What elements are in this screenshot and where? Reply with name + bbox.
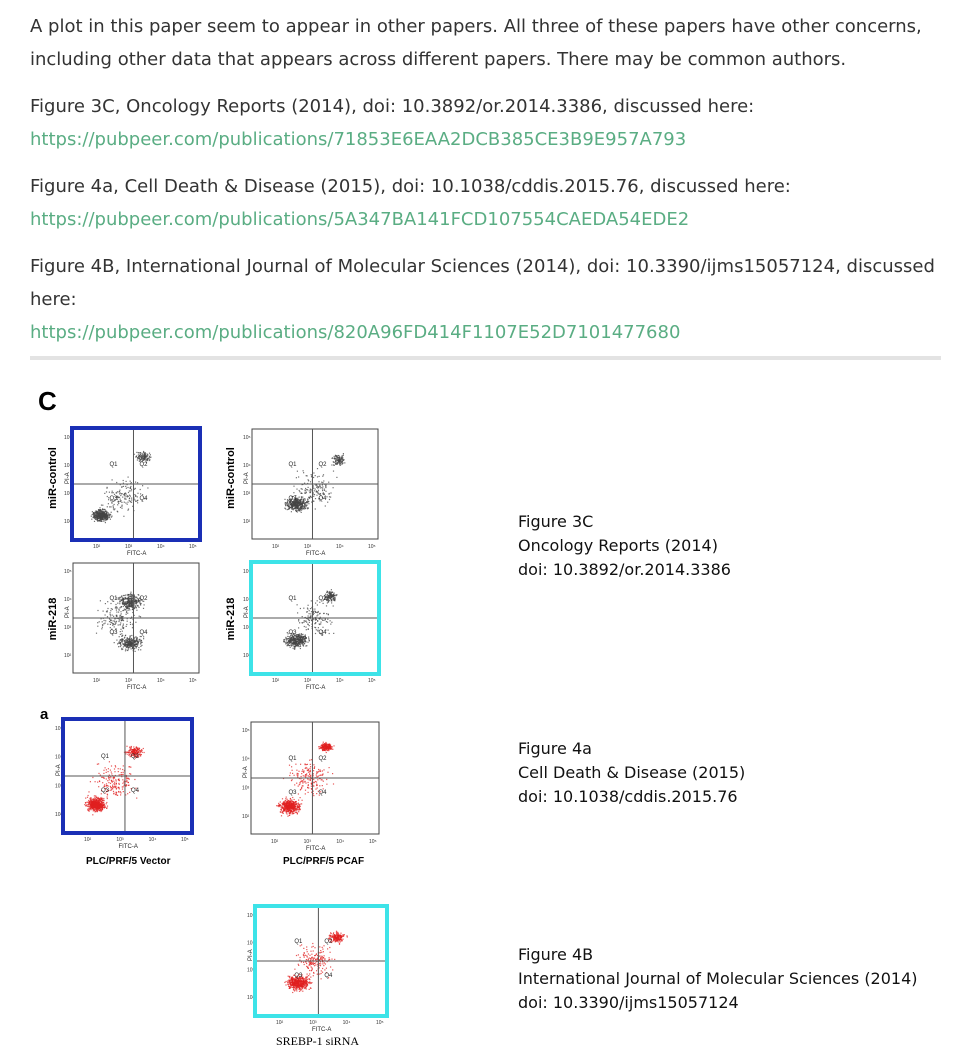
- y-tick-label: 10⁵: [64, 435, 72, 441]
- y-tick-label: 10²: [242, 814, 250, 820]
- quadrant-label: Q2: [318, 596, 327, 602]
- quadrant-label: Q3: [109, 496, 118, 502]
- y-tick-label: 10⁴: [242, 756, 250, 763]
- x-tick-label: 10⁵: [368, 544, 376, 550]
- y-tick-label: 10⁴: [55, 754, 63, 761]
- y-axis-label: PI-A: [65, 606, 71, 618]
- quadrant-label: Q4: [324, 973, 333, 979]
- x-tick-label: 10³: [309, 1020, 317, 1026]
- panel-letter-c: C: [38, 386, 57, 416]
- x-tick-label: 10²: [93, 678, 101, 684]
- y-tick-label: 10³: [247, 967, 255, 974]
- quadrant-label: Q4: [318, 630, 327, 636]
- x-tick-label: 10⁴: [157, 678, 165, 684]
- y-tick-label: 10⁴: [64, 597, 72, 603]
- y-tick-label: 10⁵: [243, 569, 251, 575]
- x-axis-label: FITC-A: [127, 551, 147, 557]
- quadrant-label: Q3: [100, 788, 109, 794]
- caption-fig4b-journal: International Journal of Molecular Sciences (2014): [518, 969, 918, 988]
- y-tick-label: 10³: [243, 625, 251, 631]
- quadrant-label: Q1: [288, 596, 297, 602]
- quadrant-label: Q1: [288, 756, 297, 762]
- quadrant-label: Q3: [288, 630, 297, 636]
- caption-fig4a-journal: Cell Death & Disease (2015): [518, 763, 746, 782]
- quadrant-label: Q4: [139, 496, 148, 502]
- x-tick-label: 10⁴: [336, 544, 344, 550]
- x-tick-label: 10²: [272, 544, 280, 550]
- intro-text: A plot in this paper seem to appear in other papers. All three of these papers have other concerns, including other data that appears across different papers. There may be common authors.: [30, 16, 922, 70]
- y-tick-label: 10²: [243, 519, 251, 525]
- y-tick-label: 10³: [55, 783, 63, 790]
- quadrant-label: Q2: [139, 462, 148, 468]
- y-tick-label: 10²: [64, 653, 72, 659]
- y-tick-label: 10²: [243, 653, 251, 659]
- x-tick-label: 10⁴: [342, 1020, 351, 1026]
- quadrant-label: Q3: [288, 496, 297, 502]
- panel-letter-a: a: [40, 706, 49, 723]
- y-tick-label: 10⁵: [55, 726, 63, 732]
- x-axis-label: FITC-A: [312, 1027, 332, 1033]
- plot-4a-vector: [54, 716, 201, 850]
- y-tick-label: 10⁵: [242, 728, 250, 734]
- x-tick-label: 10²: [93, 544, 101, 550]
- caption-fig4a: [518, 737, 745, 809]
- quadrant-label: Q1: [288, 462, 297, 468]
- y-tick-label: 10³: [64, 625, 72, 631]
- x-tick-label: 10²: [272, 678, 280, 684]
- x-tick-label: 10³: [125, 678, 133, 684]
- quadrant-label: Q3: [294, 973, 303, 979]
- x-tick-label: 10³: [303, 839, 311, 845]
- plot-3c-218-right: [242, 559, 388, 691]
- y-tick-label: 10⁵: [247, 913, 255, 919]
- quadrant-label: Q1: [109, 596, 118, 602]
- quadrant-label: Q1: [100, 754, 109, 760]
- ref-1-text: Figure 3C, Oncology Reports (2014), doi: 10.3892/or.2014.3386, discussed here:: [30, 96, 755, 117]
- quadrant-label: Q2: [318, 756, 327, 762]
- label-srebp: SREBP-1 siRNA: [276, 1034, 360, 1048]
- post-body: [30, 10, 941, 349]
- x-tick-label: 10²: [84, 837, 92, 843]
- quadrant-label: Q2: [324, 939, 333, 945]
- caption-fig3c: [518, 510, 731, 582]
- quadrant-label: Q3: [288, 790, 297, 796]
- caption-fig4b-doi: doi: 10.3390/ijms15057124: [518, 993, 739, 1012]
- plot-4b-srebp: [246, 903, 396, 1033]
- caption-fig4b-title: Figure 4B: [518, 945, 594, 964]
- quadrant-label: Q2: [318, 462, 327, 468]
- caption-fig3c-doi: doi: 10.3892/or.2014.3386: [518, 560, 731, 579]
- y-tick-label: 10³: [242, 785, 250, 792]
- quadrant-label: Q1: [294, 939, 303, 945]
- y-tick-label: 10²: [64, 519, 72, 525]
- x-tick-label: 10⁵: [189, 678, 197, 684]
- x-tick-label: 10⁵: [189, 544, 197, 550]
- y-axis-label: PI-A: [65, 472, 71, 484]
- x-tick-label: 10⁵: [376, 1020, 384, 1026]
- caption-fig3c-journal: Oncology Reports (2014): [518, 536, 718, 555]
- y-tick-label: 10⁴: [247, 940, 255, 947]
- caption-fig4a-doi: doi: 10.1038/cddis.2015.76: [518, 787, 738, 806]
- plot-4a-pcaf: [241, 718, 389, 852]
- y-axis-label: PI-A: [248, 949, 254, 961]
- row-label-218-2: miR-218: [225, 597, 237, 641]
- x-tick-label: 10⁴: [336, 839, 345, 845]
- row-label-218: miR-218: [47, 597, 59, 641]
- quadrant-label: Q1: [109, 462, 118, 468]
- plot-3c-control-left: [63, 425, 209, 557]
- ref-2-text: Figure 4a, Cell Death & Disease (2015), doi: 10.1038/cddis.2015.76, discussed here:: [30, 176, 791, 197]
- y-tick-label: 10⁵: [64, 569, 72, 575]
- y-tick-label: 10⁴: [64, 463, 72, 469]
- x-tick-label: 10³: [116, 837, 124, 843]
- ref-3-link[interactable]: https://pubpeer.com/publications/820A96FD414F1107E52D7101477680: [30, 322, 681, 343]
- comparison-figure-image: [30, 370, 930, 1052]
- y-tick-label: 10²: [55, 812, 63, 818]
- x-tick-label: 10⁵: [181, 837, 189, 843]
- x-axis-label: FITC-A: [306, 846, 326, 852]
- x-axis-label: FITC-A: [306, 685, 326, 691]
- x-tick-label: 10⁴: [157, 544, 165, 550]
- x-tick-label: 10³: [304, 678, 312, 684]
- caption-fig4a-title: Figure 4a: [518, 739, 592, 758]
- y-tick-label: 10³: [64, 491, 72, 497]
- y-tick-label: 10³: [243, 491, 251, 497]
- x-tick-label: 10²: [271, 839, 279, 845]
- y-axis-label: PI-A: [244, 606, 250, 618]
- label-pcaf: PLC/PRF/5 PCAF: [283, 856, 365, 867]
- y-tick-label: 10⁴: [243, 597, 251, 603]
- x-tick-label: 10⁴: [336, 678, 344, 684]
- x-tick-label: 10³: [304, 544, 312, 550]
- plot-3c-218-left: [63, 559, 209, 691]
- x-tick-label: 10⁴: [148, 837, 157, 843]
- caption-fig4b: [518, 943, 918, 1015]
- y-axis-label: PI-A: [56, 764, 62, 776]
- x-tick-label: 10⁵: [369, 839, 377, 845]
- y-tick-label: 10⁵: [243, 435, 251, 441]
- x-axis-label: FITC-A: [118, 844, 138, 850]
- x-tick-label: 10⁵: [368, 678, 376, 684]
- caption-fig3c-title: Figure 3C: [518, 512, 594, 531]
- quadrant-label: Q2: [139, 596, 148, 602]
- y-tick-label: 10⁴: [243, 463, 251, 469]
- ref-3-text: Figure 4B, International Journal of Molecular Sciences (2014), doi: 10.3390/ijms15057124, discussed here:: [30, 256, 935, 310]
- x-tick-label: 10²: [276, 1020, 284, 1026]
- plot-3c-control-right: [242, 425, 388, 557]
- ref-2-link[interactable]: https://pubpeer.com/publications/5A347BA141FCD107554CAEDA54EDE2: [30, 209, 690, 230]
- y-tick-label: 10²: [247, 995, 255, 1001]
- quadrant-label: Q4: [318, 790, 327, 796]
- ref-1-link[interactable]: https://pubpeer.com/publications/71853E6EAA2DCB385CE3B9E957A793: [30, 129, 687, 150]
- quadrant-label: Q3: [109, 630, 118, 636]
- divider: [30, 356, 941, 360]
- quadrant-label: Q2: [130, 754, 139, 760]
- quadrant-label: Q4: [318, 496, 327, 502]
- quadrant-label: Q4: [139, 630, 148, 636]
- x-tick-label: 10³: [125, 544, 133, 550]
- label-vector: PLC/PRF/5 Vector: [86, 856, 171, 867]
- x-axis-label: FITC-A: [127, 685, 147, 691]
- row-label-control: miR-control: [47, 447, 59, 509]
- row-label-control-2: miR-control: [225, 447, 237, 509]
- quadrant-label: Q4: [130, 788, 139, 794]
- x-axis-label: FITC-A: [306, 551, 326, 557]
- y-axis-label: PI-A: [244, 472, 250, 484]
- y-axis-label: PI-A: [243, 766, 249, 778]
